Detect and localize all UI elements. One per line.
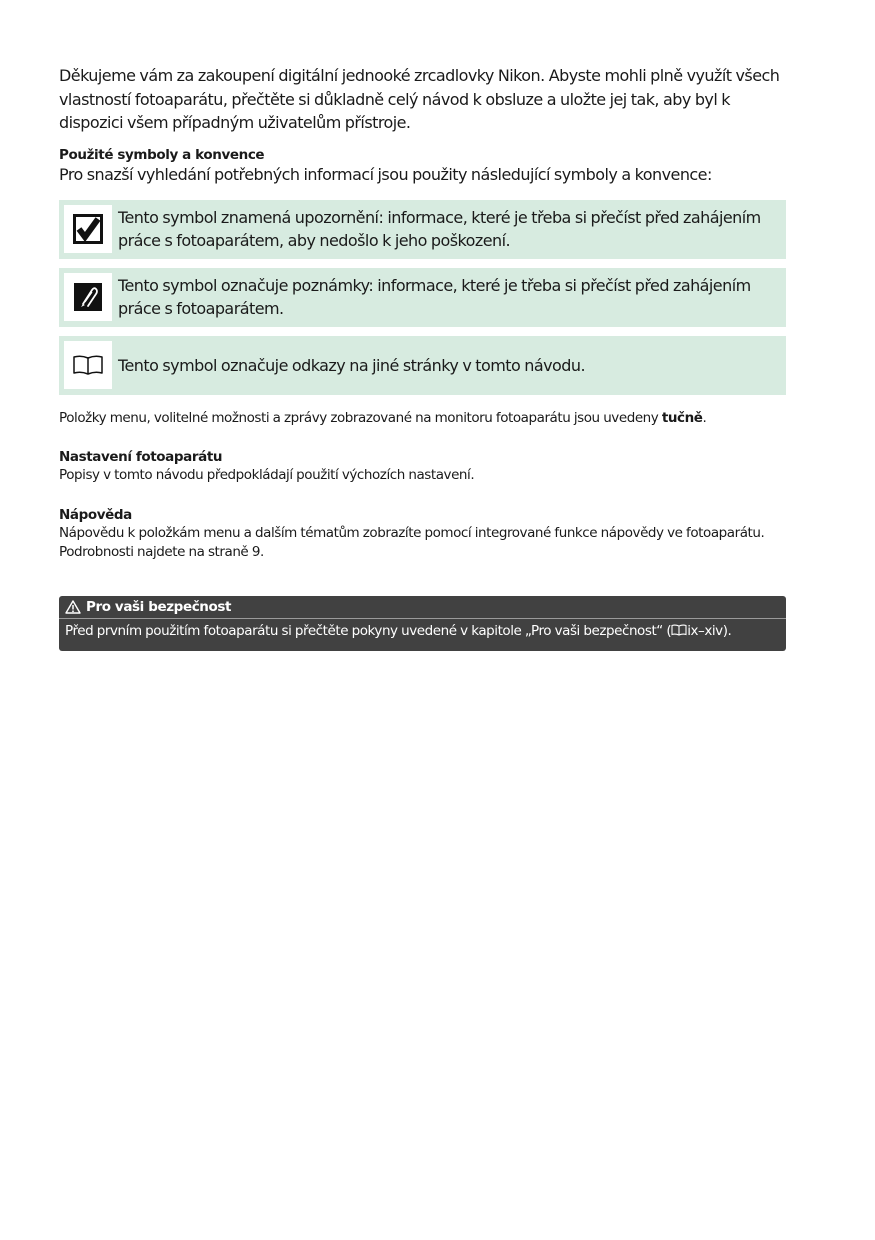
symbols-intro: Pro snazší vyhledání potřebných informací jsou použity následující symboly a konvence: <box>59 164 712 184</box>
safety-title: Pro vaši bezpečnost <box>86 598 232 615</box>
symbol-reference-text: Tento symbol označuje odkazy na jiné stránky v tomto návodu. <box>118 355 586 375</box>
symbol-box-caution <box>59 200 786 259</box>
menu-note-suffix: . <box>702 409 707 426</box>
safety-body-end: ). <box>722 622 732 639</box>
safety-notice <box>59 596 786 651</box>
symbols-heading: Použité symboly a konvence <box>59 146 265 163</box>
camera-settings-title: Nastavení fotoaparátu <box>59 448 223 465</box>
intro-paragraph: Děkujeme vám za zakoupení digitální jednooké zrcadlovky Nikon. Abyste mohli plně využít všech vlastností fotoaparátu, přečtěte si důkladně celý návod k obsluze a uložte jej tak, aby byl k dispozici všem případným uživatelům přístroje. <box>59 66 780 132</box>
safety-pages-link[interactable]: ix–xiv <box>687 622 723 639</box>
book-reference-icon <box>671 623 687 642</box>
caution-check-icon <box>64 205 112 253</box>
symbol-box-reference <box>59 336 786 395</box>
symbol-caution-text: Tento symbol znamená upozornění: informace, které je třeba si přečíst před zahájením práce s fotoaparátem, aby nedošlo k jeho poškození. <box>118 208 761 250</box>
help-body: Nápovědu k položkám menu a dalším tématům zobrazíte pomocí integrované funkce nápovědy ve fotoaparátu. Podrobnosti najdete na straně 9. <box>59 524 765 560</box>
camera-settings-body: Popisy v tomto návodu předpokládají použití výchozích nastavení. <box>59 466 475 483</box>
safety-body-text: Před prvním použitím fotoaparátu si přečtěte pokyny uvedené v kapitole „Pro vaši bezpečnost“ ( <box>65 622 672 639</box>
symbol-note-text: Tento symbol označuje poznámky: informace, které je třeba si přečíst před zahájením práce s fotoaparátem. <box>118 276 751 318</box>
menu-note-bold: tučně <box>661 409 703 426</box>
safety-header <box>59 596 786 619</box>
note-pencil-icon <box>64 273 112 321</box>
menu-items-note <box>59 409 786 427</box>
safety-body <box>59 619 786 651</box>
menu-note-text: Položky menu, volitelné možnosti a zprávy zobrazované na monitoru fotoaparátu jsou uvedeny <box>59 409 662 426</box>
warning-triangle-icon <box>65 600 81 614</box>
symbol-box-note <box>59 268 786 327</box>
book-reference-icon <box>64 341 112 389</box>
manual-page <box>59 64 786 651</box>
help-title: Nápověda <box>59 506 132 523</box>
